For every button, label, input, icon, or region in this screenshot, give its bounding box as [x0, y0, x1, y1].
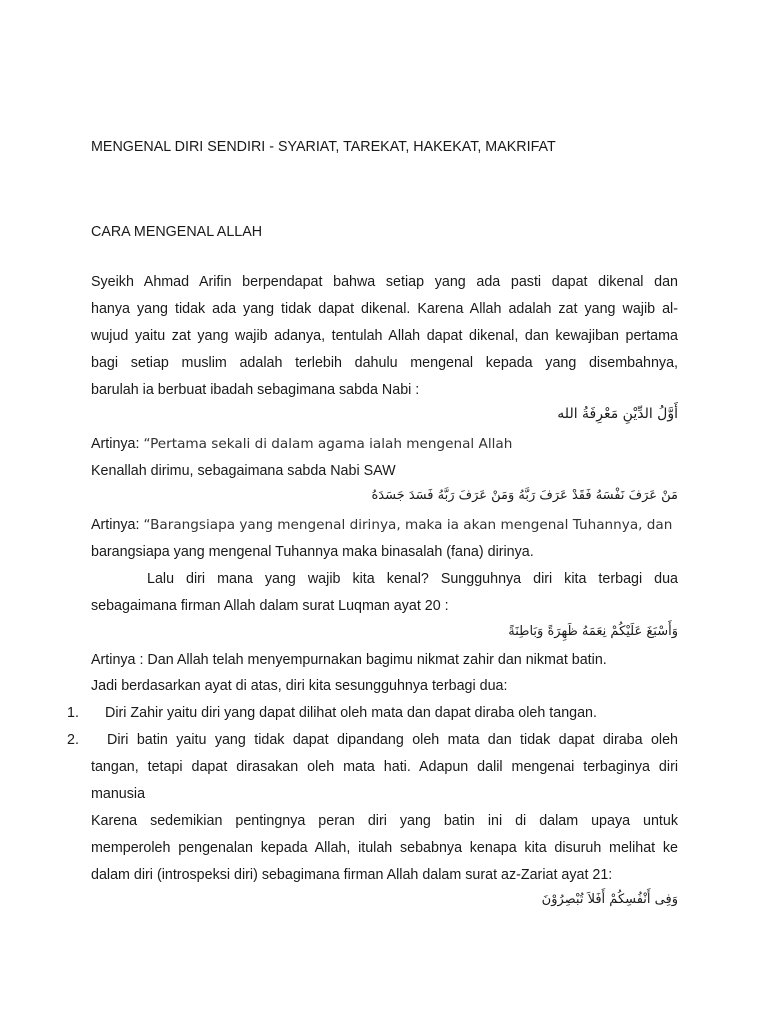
arabic-verse-luqman: وَأَسْبَغَ عَلَيْكُمْ نِعَمَهُ ظَهِرَةً وَبَاطِنَةً: [508, 624, 678, 639]
paragraph-line: Lalu diri mana yang wajib kita kenal? Sungguhnya diri kita terbagi dua: [147, 571, 678, 587]
document-title: MENGENAL DIRI SENDIRI - SYARIAT, TAREKAT, HAKEKAT, MAKRIFAT: [91, 139, 556, 155]
paragraph-line: sebagaimana firman Allah dalam surat Luqman ayat 20 :: [91, 598, 449, 614]
list-item-cont: manusia: [91, 786, 146, 802]
list-number: 2.: [67, 732, 79, 748]
jadi-line: Jadi berdasarkan ayat di atas, diri kita sesungguhnya terbagi dua:: [91, 678, 508, 694]
paragraph-line: wujud yaitu zat yang wajib adanya, tentulah Allah dapat dikenal, dan kewajiban pertama: [91, 328, 678, 344]
arabic-hadith-2: مَنْ عَرَفَ نَفْسَهُ فَقَدْ عَرَفَ رَبَّهُ وَمَنْ عَرَفَ رَبَّهُ فَسَدَ جَسَدَهُ: [371, 488, 678, 503]
translation-label: Artinya:: [91, 436, 144, 452]
list-number: 1.: [67, 705, 79, 721]
arabic-verse-zariat: وَفِى أَنْفُسِكُمْ أَفَلاَ تُبْصِرُوْنَ: [541, 892, 678, 907]
translation-text: “Barangsiapa yang mengenal dirinya, maka ia akan mengenal Tuhannya, dan: [143, 517, 673, 533]
paragraph-line: dalam diri (introspeksi diri) sebagimana firman Allah dalam surat az-Zariat ayat 21:: [91, 867, 613, 883]
translation-2-cont: barangsiapa yang mengenal Tuhannya maka binasalah (fana) dirinya.: [91, 544, 534, 560]
list-item-cont: tangan, tetapi dapat dirasakan oleh mata hati. Adapun dalil mengenai terbaginya diri: [91, 759, 678, 775]
list-item: Diri Zahir yaitu diri yang dapat dilihat oleh mata dan dapat diraba oleh tangan.: [105, 705, 597, 721]
section-heading: CARA MENGENAL ALLAH: [91, 224, 263, 240]
paragraph-line: memperoleh pengenalan kepada Allah, itulah sebabnya kenapa kita disuruh melihat ke: [91, 840, 678, 856]
translation-label: Artinya:: [91, 517, 144, 533]
paragraph-line: bagi setiap muslim adalah terlebih dahulu mengenal kepada yang disembahnya,: [91, 355, 678, 371]
list-item: Diri batin yaitu yang tidak dapat dipandang oleh mata dan tidak dapat diraba oleh: [107, 732, 678, 748]
paragraph-line: hanya yang tidak ada yang tidak dapat dikenal. Karena Allah adalah zat yang wajib al-: [91, 301, 678, 317]
paragraph-line: barulah ia berbuat ibadah sebagimana sabda Nabi :: [91, 382, 420, 398]
translation-1: [91, 434, 678, 454]
translation-2: [91, 515, 678, 535]
translation-text: “Pertama sekali di dalam agama ialah mengenal Allah: [143, 436, 513, 452]
paragraph-line: Syeikh Ahmad Arifin berpendapat bahwa setiap yang ada pasti dapat dikenal dan: [91, 274, 678, 290]
paragraph-line: Karena sedemikian pentingnya peran diri yang batin ini di dalam upaya untuk: [91, 813, 678, 829]
arabic-hadith-1: أَوَّلُ الدِّيْنِ مَعْرِفَةُ الله: [557, 406, 678, 422]
kenal-line: Kenallah dirimu, sebagaimana sabda Nabi SAW: [91, 463, 396, 479]
translation-3: Artinya : Dan Allah telah menyempurnakan bagimu nikmat zahir dan nikmat batin.: [91, 652, 607, 668]
